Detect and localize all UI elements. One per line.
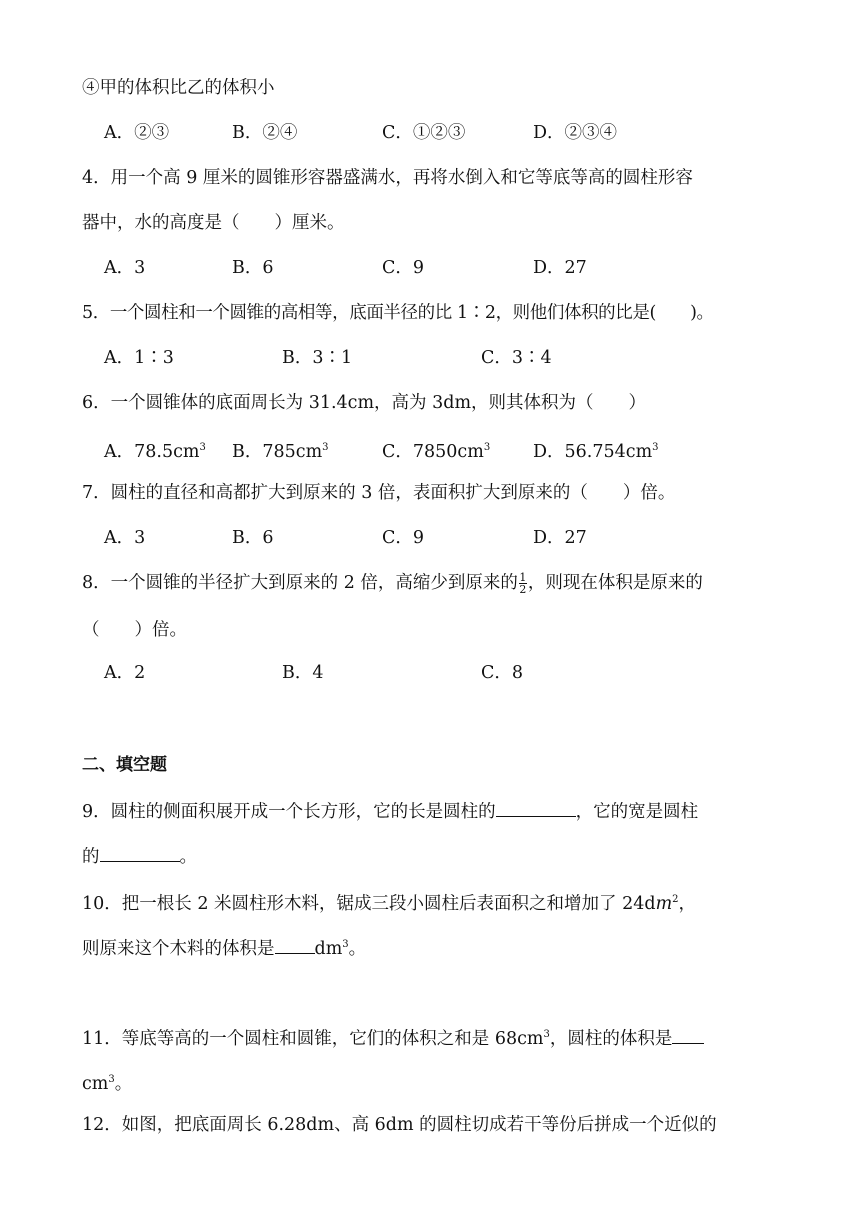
q10-line-2: 则原来这个木料的体积是 $dm^3$。	[82, 933, 366, 961]
q8-option-c: C．8	[481, 663, 524, 683]
q3-statement-4: ④甲的体积比乙的体积小	[82, 78, 275, 98]
answer-blank[interactable]	[496, 798, 576, 817]
q3-option-a: A．②③	[104, 123, 170, 143]
q6-option-d: D．$56.754cm^3$	[533, 441, 659, 462]
q8-line-1: 8．一个圆锥的半径扩大到原来的 2 倍，高缩少到原来的 $\frac{1}{2}$ ，则现在体积是原来的	[82, 571, 703, 596]
q4-option-c: C．9	[382, 258, 425, 278]
q4-option-a: A．3	[104, 258, 146, 278]
q3-option-b: B．②④	[232, 123, 298, 143]
q3-option-d: D．②③④	[533, 123, 618, 143]
q12-line-1: 12．如图，把底面周长 6.28dm、高 6dm 的圆柱切成若干等份后拼成一个近似的	[82, 1115, 717, 1135]
q6-line-1: 6．一个圆锥体的底面周长为 31.4cm，高为 3dm，则其体积为（ ）	[82, 393, 647, 413]
answer-blank[interactable]	[275, 935, 315, 954]
q8-option-b: B．4	[282, 663, 324, 683]
fraction-one-half: $\frac{1}{2}$	[519, 571, 527, 596]
answer-blank[interactable]	[100, 843, 180, 862]
answer-blank[interactable]	[672, 1025, 704, 1044]
q9-line-2: 的 。	[82, 843, 197, 869]
q7-option-b: B．6	[232, 528, 274, 548]
q5-option-a: A．1∶3	[104, 348, 174, 368]
q5-option-b: B．3∶1	[282, 348, 353, 368]
q7-option-d: D．27	[533, 528, 587, 548]
q4-line-2: 器中，水的高度是（ ）厘米。	[82, 213, 345, 233]
q10-line-1: 10．把一根长 2 米圆柱形木料，锯成三段小圆柱后表面积之和增加了 $24dm^2$，	[82, 893, 697, 914]
q7-option-a: A．3	[104, 528, 146, 548]
q4-option-b: B．6	[232, 258, 274, 278]
q4-option-d: D．27	[533, 258, 587, 278]
q6-option-c: C．$7850cm^3$	[382, 441, 491, 462]
q4-line-1: 4．用一个高 9 厘米的圆锥形容器盛满水，再将水倒入和它等底等高的圆柱形容	[82, 168, 693, 188]
q11-line-1: 11．等底等高的一个圆柱和圆锥，它们的体积之和是 $68cm^3$，圆柱的体积是	[82, 1023, 704, 1051]
q6-option-a: A．$78.5cm^3$	[104, 441, 206, 462]
q8-line-2: （ ）倍。	[82, 620, 187, 640]
q9-line-1: 9．圆柱的侧面积展开成一个长方形，它的长是圆柱的 ，它的宽是圆柱	[82, 798, 698, 824]
q7-line-1: 7．圆柱的直径和高都扩大到原来的 3 倍，表面积扩大到原来的（ ）倍。	[82, 483, 676, 503]
q5-option-c: C．3∶4	[481, 348, 552, 368]
q6-option-b: B．$785cm^3$	[232, 441, 329, 462]
q5-line-1: 5．一个圆柱和一个圆锥的高相等，底面半径的比 1∶2，则他们体积的比是( )。	[82, 303, 714, 323]
q8-option-a: A．2	[104, 663, 146, 683]
q3-option-c: C．①②③	[382, 123, 466, 143]
section-heading-fill-in: 二、填空题	[82, 755, 167, 775]
q11-line-2: $cm^3$。	[82, 1073, 133, 1094]
q7-option-c: C．9	[382, 528, 425, 548]
